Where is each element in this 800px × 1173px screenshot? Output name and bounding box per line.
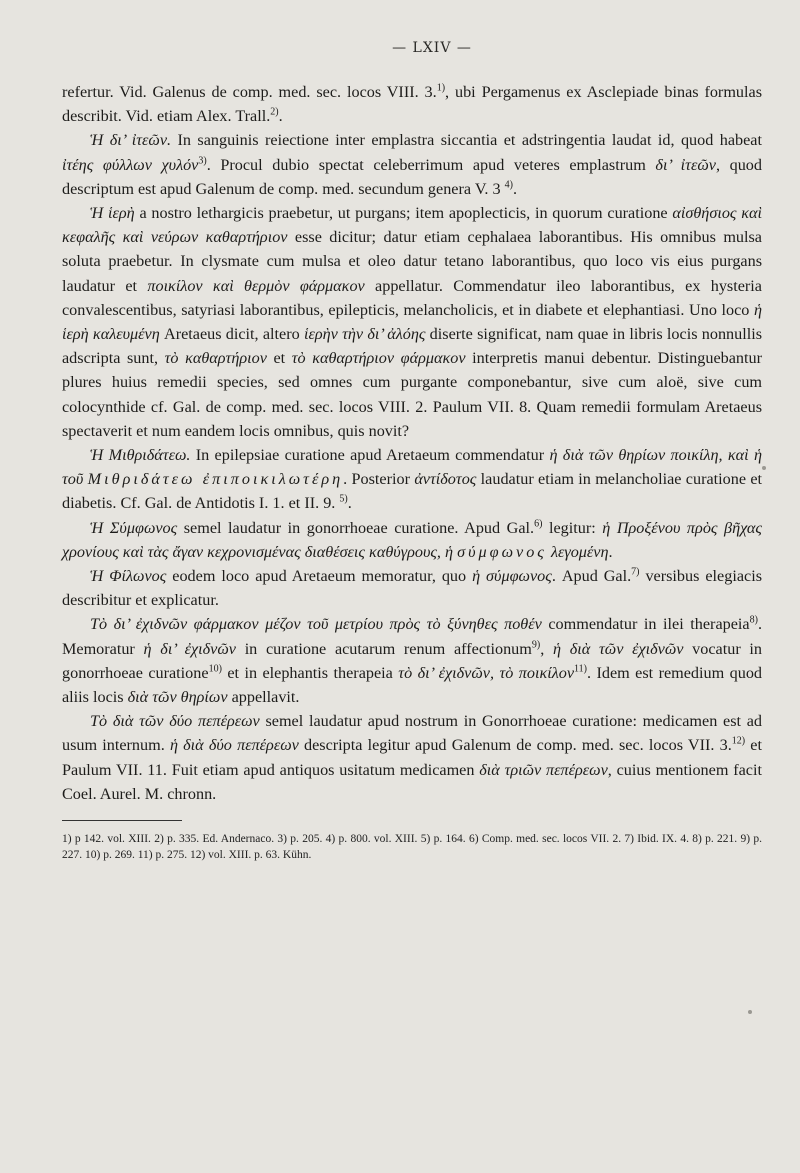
latin-text: vocatur in gonorrhoeae curatione (62, 639, 763, 682)
footnote-ref: 6) (534, 518, 543, 530)
latin-text: semel laudatur in gonorrhoeae curatione. Apud Gal. (177, 518, 535, 537)
latin-text: In epilepsiae curatione apud Aretaeum commendatur (190, 446, 550, 465)
latin-text: descripta legitur apud Galenum de comp. med. sec. locos VII. 3. (298, 736, 732, 755)
latin-text: et Paulum VII. 11. Fuit etiam apud antiquos usitatum medicamen (62, 736, 762, 779)
latin-text: , quod descriptum est apud Galenum de comp. med. secundum genera V. 3 (62, 155, 762, 198)
greek-term: τὸ καθαρτήριον φάρμακον (291, 349, 466, 368)
footnote-ref: 1) (436, 82, 446, 94)
greek-term: ἡ διὰ τῶν θηρίων ποικίλη, καὶ ἡ τοῦ (62, 446, 762, 489)
latin-text: . Posterior (343, 470, 415, 489)
paragraph-p3 (62, 201, 762, 443)
greek-term: ἡ ἱερὴ καλευμένη (62, 300, 762, 344)
latin-text: . Idem est remedium quod aliis locis (62, 663, 763, 707)
latin-text: appellavit. (227, 688, 300, 707)
page-number: — LXIV — (392, 40, 472, 56)
footnote-ref: 4) (504, 179, 513, 191)
paragraph-p6 (62, 564, 762, 612)
greek-term: ἡ σύμφωνος (472, 567, 552, 586)
latin-text: a nostro lethargicis praebetur, ut purgans; item apoplecticis, in quorum curatione (134, 204, 673, 223)
greek-term: ἡ δι’ ἐχιδνῶν (143, 639, 236, 658)
greek-term: Ἡ Σύμφωνος (90, 518, 178, 537)
greek-term: ποικίλον καὶ θερμὸν φάρμακον (147, 276, 365, 295)
footnote-ref: 3) (198, 155, 207, 167)
footnote-ref: 10) (208, 663, 222, 675)
footnote-ref: 9) (531, 639, 541, 651)
latin-text: refertur. Vid. Galenus de comp. med. sec. locos VIII. 3. (62, 83, 437, 101)
footnote-ref: 11) (574, 663, 587, 675)
latin-text: . Memoratur (62, 615, 762, 658)
latin-text: laudatur etiam in melancholiae curatione et diabetis. Cf. Gal. de Antidotis I. 1. et II. 9. (62, 470, 763, 513)
paragraph-p2 (62, 128, 762, 201)
latin-text: eodem loco apud Aretaeum memoratur, quo (166, 567, 473, 586)
latin-text: commendatur in ilei therapeia (541, 615, 750, 634)
paragraph-p1 (62, 80, 762, 128)
latin-text: . (513, 179, 518, 198)
greek-term: ἡ διὰ δύο πεπέρεων (169, 736, 299, 755)
footnote-ref: 12) (731, 736, 746, 748)
greek-term: τὸ δι’ ἐχιδνῶν, τὸ ποικίλον (398, 663, 575, 682)
greek-term: Ἡ Φίλωνος (90, 567, 167, 586)
paragraph-p5 (62, 516, 762, 564)
greek-term: Ἡ δι’ ἰτεῶν. (90, 131, 172, 150)
latin-text: In sanguinis reiectione inter emplastra siccantia et adstringentia laudat id, quod habeat (171, 131, 762, 150)
latin-text: . (608, 542, 613, 561)
edge-speck (762, 466, 766, 470)
greek-term: τὸ καθαρτήριον (164, 349, 267, 368)
latin-text: . (278, 107, 283, 126)
footnote-ref: 7) (631, 566, 640, 578)
greek-term: Ἡ Μιθριδάτεω. (90, 446, 191, 465)
footnote-ref: 8) (749, 615, 758, 627)
greek-term: σύμφωνος (457, 542, 547, 561)
latin-text: Aretaeus dicit, altero (159, 325, 304, 344)
greek-term: ἰτέης φύλλων χυλόν (62, 155, 199, 174)
latin-text: esse dicitur; datur etiam cephalaea laborantibus. His omnibus mulsa soluta praebetur. In clysmate cum mulsa et oleo datur tetano laborantibus, quo loco vis eius purgans laudatur et (62, 228, 762, 295)
latin-text: , ubi Pergamenus ex Asclepiade binas formulas describit. Vid. etiam Alex. Trall. (62, 83, 762, 126)
latin-text: et (266, 349, 292, 368)
footnote-ref: 5) (339, 494, 348, 506)
footnotes: 1) p 142. vol. XIII. 2) p. 335. Ed. Andernaco. 3) p. 205. 4) p. 800. vol. XIII. 5) p. 164. 6) Comp. med. sec. locos VII. 2. 7) Ibid. IX. 4. 8) p. 221. 9) p. 227. 10) p. 269. 11) p. 275. 12) vol. XIII. p. 63. Kühn. (62, 833, 762, 862)
greek-term: Μιθριδάτεω ἐπιποικιλωτέρη (87, 470, 344, 489)
latin-text: appellatur. Commendatur ileo laborantibus, ex hysteria convalescentibus, satyriasi laborantibus, epilepticis, melancholicis, et in diabete et elephantiasi. Uno loco (62, 276, 762, 319)
latin-text: legitur: (542, 518, 603, 537)
greek-term: ἀντίδοτος (414, 470, 477, 489)
latin-text: diserte significat, nam quae in libris locis nonnullis adscripta sunt, (62, 325, 763, 368)
latin-text: . (347, 494, 352, 513)
latin-text: in curatione acutarum renum affectionum (235, 639, 532, 658)
latin-text: . Procul dubio spectat celeberrimum apud veteres emplastrum (206, 155, 656, 174)
latin-text: , (540, 639, 553, 658)
latin-text: . Apud Gal. (551, 567, 632, 586)
footnote-ref: 2) (270, 106, 279, 118)
paragraph-p4 (62, 443, 762, 516)
greek-term: Ἡ ἱερὴ (90, 204, 135, 223)
paragraph-p7 (62, 612, 762, 709)
greek-term: Τὸ δι’ ἐχιδνῶν φάρμακον μέζον τοῦ μετρίου πρὸς τὸ ξύνηθες ποθέν (90, 615, 542, 634)
greek-term: ἱερὴν τὴν δι’ ἀλόης (303, 325, 426, 344)
greek-term: ἡ διὰ τῶν ἐχιδνῶν (553, 639, 684, 658)
greek-term: δι’ ἰτεῶν (655, 155, 716, 174)
latin-text: , cuius mentionem facit Coel. Aurel. M. chronn. (62, 760, 762, 803)
latin-text: versibus elegiacis describitur et explicatur. (62, 567, 762, 610)
greek-term: ἡ Προξένου πρὸς βῆχας χρονίους καὶ τὰς ἄγαν κεχρονισμένας διαθέσεις καθύγρους, ἡ (62, 518, 762, 561)
body-text (62, 80, 762, 806)
greek-term: διὰ τριῶν πεπέρεων (479, 760, 608, 779)
greek-term: λεγομένη (550, 542, 609, 561)
paragraph-p8 (62, 709, 762, 806)
greek-term: αἰσθήσιος καὶ κεφαλῆς καὶ νεύρων καθαρτήριον (62, 204, 762, 247)
edge-speck (748, 1010, 752, 1014)
greek-term: διὰ τῶν θηρίων (127, 688, 228, 707)
latin-text: et in elephantis therapeia (221, 663, 399, 682)
latin-text: semel laudatur apud nostrum in Gonorrhoeae curatione: medicamen est ad usum internum. (62, 712, 763, 755)
greek-term: Τὸ διὰ τῶν δύο πεπέρεων (90, 712, 260, 731)
footnote-divider (62, 820, 182, 821)
latin-text: interpretis manui debentur. Distinguebantur plures huius remedii species, sed omnes cum purgante componebantur, sive cum aloë, sive cum colocynthide cf. Gal. de comp. med. sec. locos VIII. 2. Paulum VII. 8. Quam remedii formulam Aretaeus spectaverit et num eandem locis omnibus, quis novit? (62, 349, 762, 440)
